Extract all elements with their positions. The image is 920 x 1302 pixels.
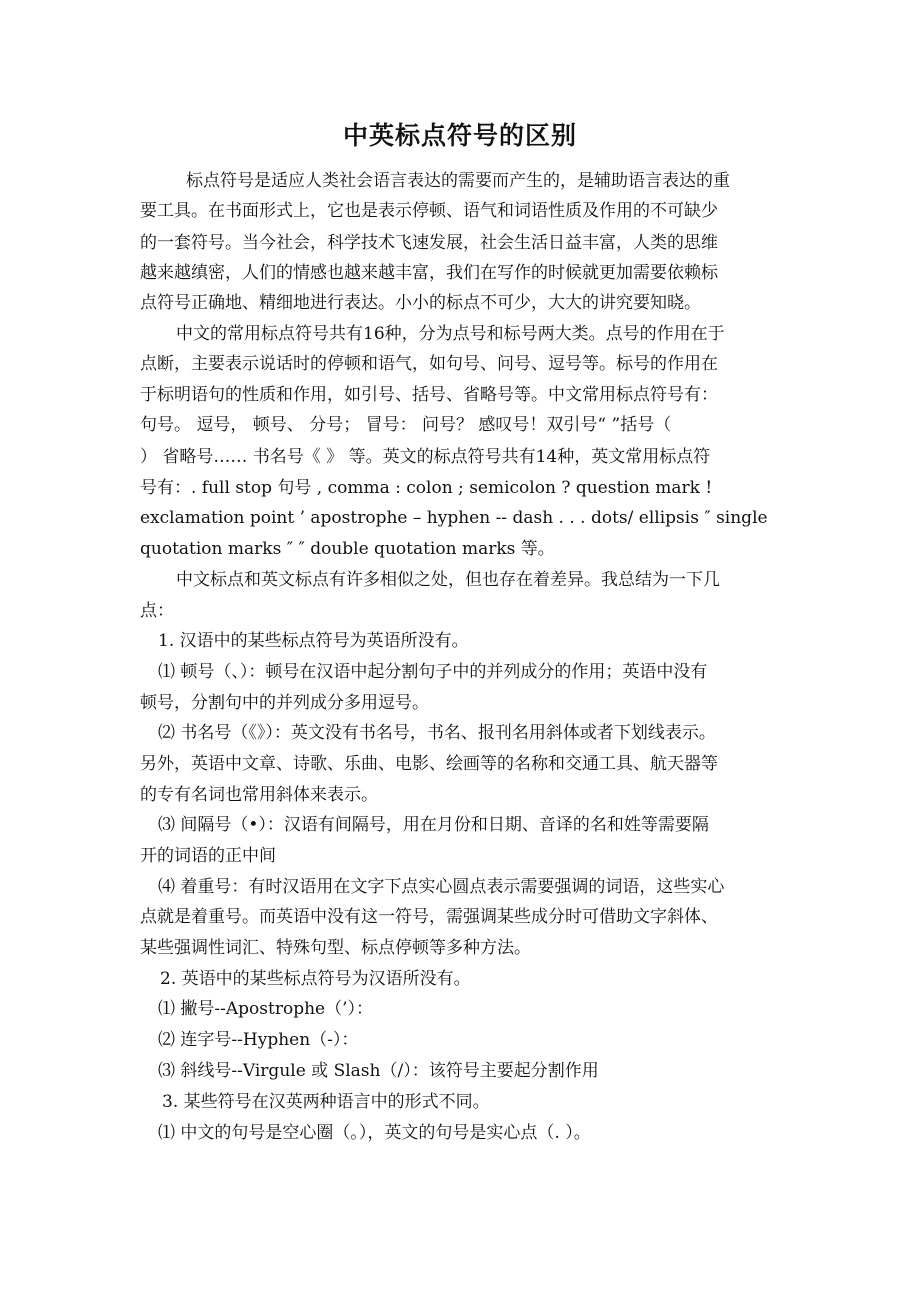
document-title: 中英标点符号的区别 bbox=[342, 121, 577, 150]
section-heading: 3. 某些符号在汉英两种语言中的形式不同。 bbox=[162, 1092, 490, 1112]
list-item-line: ⑴ 中文的句号是空心圈（。），英文的句号是实心点（. ）。 bbox=[158, 1123, 591, 1143]
paragraph-line: 顿号，分割句中的并列成分多用逗号。 bbox=[140, 693, 429, 713]
paragraph-line: exclamation point ’ apostrophe – hyphen -- dash . . . dots/ ellipsis ″ single bbox=[140, 508, 768, 528]
list-item-line: ⑵ 书名号（《》）：英文没有书名号，书名、报刊名用斜体或者下划线表示。 bbox=[158, 723, 716, 743]
paragraph-line: 点断，主要表示说话时的停顿和语气，如句号、问号、逗号等。标号的作用在 bbox=[140, 354, 718, 374]
paragraph-line: 点： bbox=[140, 601, 174, 621]
list-item-line: ⑴ 顿号（、）：顿号在汉语中起分割句子中的并列成分的作用；英语中没有 bbox=[158, 662, 708, 682]
list-item-line: ⑵ 连字号--Hyphen（-）： bbox=[158, 1030, 359, 1050]
paragraph-line: 点就是着重号。而英语中没有这一符号，需强调某些成分时可借助文字斜体、 bbox=[140, 907, 718, 927]
paragraph-line: 于标明语句的性质和作用，如引号、括号、省略号等。中文常用标点符号有： bbox=[140, 385, 718, 405]
paragraph-line: 句号。 逗号， 顿号、 分号； 冒号： 问号？ 感叹号！双引号“ ”括号（ bbox=[140, 415, 672, 435]
list-item-line: ⑶ 间隔号（•）：汉语有间隔号，用在月份和日期、音译的名和姓等需要隔 bbox=[158, 815, 709, 835]
list-item-line: ⑶ 斜线号--Virgule 或 Slash（/）：该符号主要起分割作用 bbox=[158, 1061, 599, 1081]
paragraph-line: 越来越缜密，人们的情感也越来越丰富，我们在写作的时候就更加需要依赖标 bbox=[140, 263, 718, 283]
list-item-line: ⑴ 撇号--Apostrophe（’）： bbox=[158, 999, 373, 1019]
paragraph-line: 号有：. full stop 句号 , comma : colon ; semicolon ? question mark ! bbox=[140, 478, 713, 498]
list-item-line: ⑷ 着重号：有时汉语用在文字下点实心圆点表示需要强调的词语，这些实心 bbox=[158, 877, 725, 897]
section-heading: 2. 英语中的某些标点符号为汉语所没有。 bbox=[160, 969, 471, 989]
paragraph-line: 要工具。在书面形式上，它也是表示停顿、语气和词语性质及作用的不可缺少 bbox=[140, 201, 718, 221]
paragraph-line: 的一套符号。当今社会，科学技术飞速发展，社会生活日益丰富，人类的思维 bbox=[140, 233, 718, 253]
paragraph-line: 标点符号是适应人类社会语言表达的需要而产生的，是辅助语言表达的重 bbox=[186, 171, 730, 191]
paragraph-line: 开的词语的正中间 bbox=[140, 846, 276, 866]
paragraph-line: quotation marks ″ ″ double quotation marks 等。 bbox=[140, 539, 555, 559]
paragraph-line: 点符号正确地、精细地进行表达。小小的标点不可少，大大的讲究要知晓。 bbox=[140, 293, 701, 313]
paragraph-line: 的专有名词也常用斜体来表示。 bbox=[140, 785, 378, 805]
paragraph-line: 中文的常用标点符号共有16种，分为点号和标号两大类。点号的作用在于 bbox=[176, 324, 725, 344]
paragraph-line: 某些强调性词汇、特殊句型、标点停顿等多种方法。 bbox=[140, 938, 531, 958]
section-heading: 1. 汉语中的某些标点符号为英语所没有。 bbox=[158, 631, 469, 651]
paragraph-line: 另外，英语中文章、诗歌、乐曲、电影、绘画等的名称和交通工具、航天器等 bbox=[140, 754, 718, 774]
paragraph-line: 中文标点和英文标点有许多相似之处，但也存在着差异。我总结为一下几 bbox=[176, 570, 720, 590]
paragraph-line: ） 省略号…… 书名号《 》 等。英文的标点符号共有14种，英文常用标点符 bbox=[140, 447, 711, 467]
